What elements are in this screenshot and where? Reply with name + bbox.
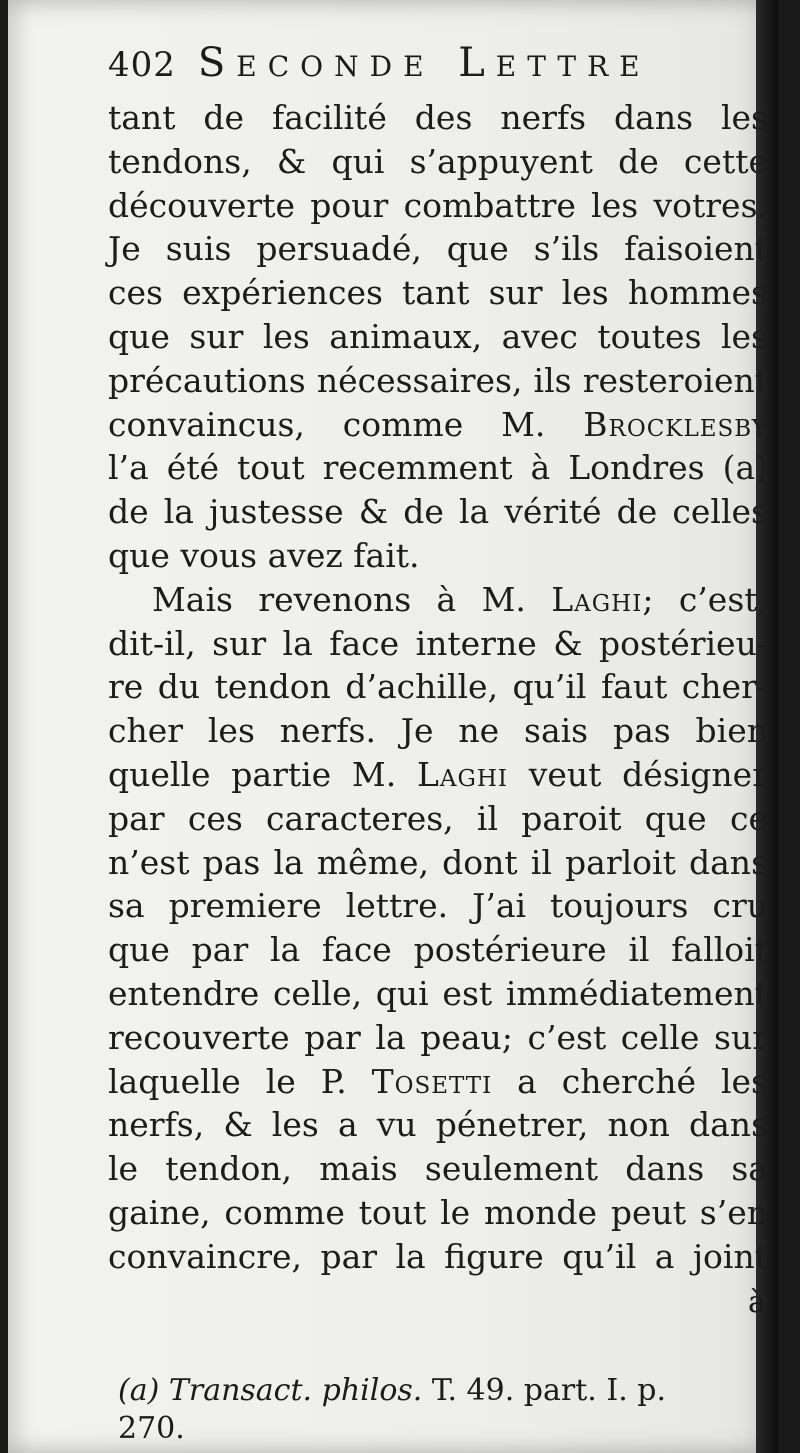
text-line: Mais revenons à M. Laghi; c’est,: [152, 579, 769, 619]
text-line: cher les nerfs. Je ne sais pas bien: [108, 711, 768, 751]
text-line: par ces caracteres, il paroit que ce: [108, 798, 768, 838]
text-line: n’est pas la même, dont il parloit dans: [108, 842, 768, 882]
name-small-caps: Tosetti: [371, 1061, 493, 1101]
text-line: tendons, & qui s’appuyent de cette: [108, 141, 768, 181]
page-number: 402: [108, 45, 176, 85]
text-line: nerfs, & les a vu pénetrer, non dans: [108, 1105, 768, 1145]
name-small-caps: Brocklesby: [583, 404, 768, 444]
text-line: convaincre, par la figure qu’il a joint: [108, 1236, 768, 1276]
book-page: [8, 0, 778, 1453]
text-line: re du tendon d’achille, qu’il faut cher-: [108, 667, 768, 707]
footnote-source: Transact. philos.: [168, 1373, 423, 1408]
text-line: Je suis persuadé, que s’ils faisoient: [108, 229, 768, 269]
catchword: à: [748, 1285, 766, 1320]
footnote-reference: T. 49. part. I. p.: [431, 1373, 667, 1408]
footnote-marker: (a): [118, 1373, 160, 1408]
text-line: découverte pour combattre les votres.: [108, 185, 768, 225]
text-line: précautions nécessaires, ils resteroient: [108, 360, 768, 400]
text-line: que vous avez fait.: [108, 535, 420, 575]
text-line: ces expériences tant sur les hommes: [108, 273, 768, 313]
text-line: laquelle le P. Tosetti a cherché les: [108, 1061, 768, 1101]
name-small-caps: Laghi: [416, 754, 508, 794]
text-line: gaine, comme tout le monde peut s’en: [108, 1192, 768, 1232]
footnote-line: [118, 1372, 778, 1410]
text-line: que sur les animaux, avec toutes les: [108, 316, 768, 356]
footnote: [118, 1372, 778, 1448]
body-text: [108, 96, 768, 1279]
text-line: dit-il, sur la face interne & postérieu-: [108, 623, 768, 663]
text-line: de la justesse & de la vérité de celles: [108, 492, 768, 532]
text-line: quelle partie M. Laghi veut désigner: [108, 754, 768, 794]
text-line: entendre celle, qui est immédiatement: [108, 973, 768, 1013]
running-title: Seconde Lettre: [197, 40, 651, 86]
text-line: sa premiere lettre. J’ai toujours cru: [108, 886, 768, 926]
text-line: le tendon, mais seulement dans sa: [108, 1149, 768, 1189]
footnote-continuation: 270.: [118, 1411, 185, 1446]
text-line: que par la face postérieure il falloit: [108, 930, 768, 970]
name-small-caps: Laghi: [551, 579, 643, 619]
running-header: [108, 40, 778, 100]
text-line: convaincus, comme M. Brocklesby: [108, 404, 768, 444]
text-line: l’a été tout recemment à Londres (a): [108, 448, 768, 488]
text-line: recouverte par la peau; c’est celle sur: [108, 1017, 768, 1057]
text-line: tant de facilité des nerfs dans les: [108, 98, 768, 137]
